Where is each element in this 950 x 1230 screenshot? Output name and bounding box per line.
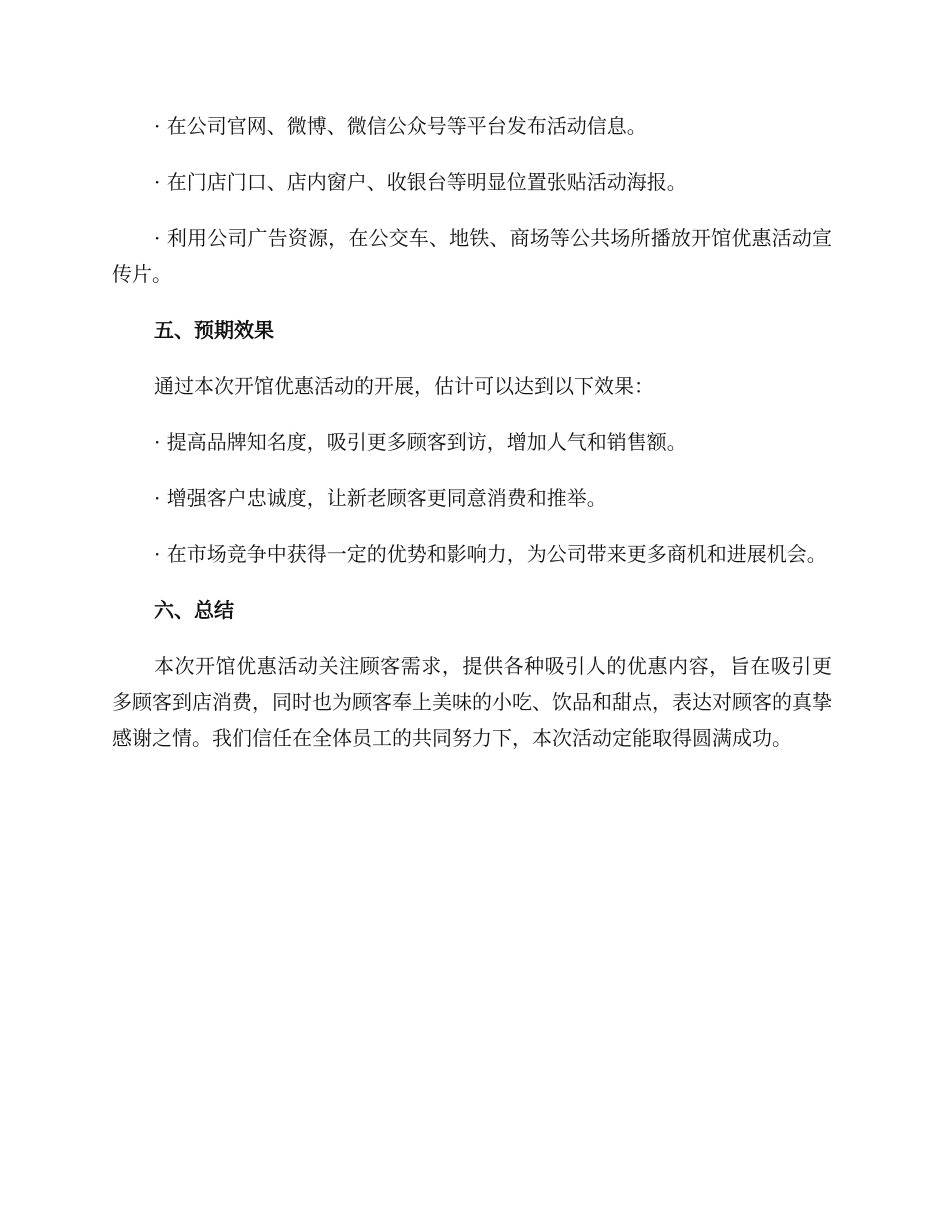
summary-paragraph: 本次开馆优惠活动关注顾客需求，提供各种吸引人的优惠内容，旨在吸引更多顾客到店消费，同时也为顾客奉上美味的小吃、饮品和甜点，表达对顾客的真挚感谢之情。我们信任在全体员工的共同努力下，本次活动定能取得圆满成功。 xyxy=(112,654,832,750)
section-heading-summary: 六、总结 xyxy=(154,598,234,622)
promotion-channel-item: · 在门店门口、店内窗户、收银台等明显位置张贴活动海报。 xyxy=(154,170,687,194)
promotion-channel-item: · 利用公司广告资源，在公交车、地铁、商场等公共场所播放开馆优惠活动宣传片。 xyxy=(112,226,832,286)
expected-result-item: · 在市场竞争中获得一定的优势和影响力，为公司带来更多商机和进展机会。 xyxy=(154,542,827,566)
document-page xyxy=(112,108,832,756)
expected-result-item: · 增强客户忠诚度，让新老顾客更同意消费和推举。 xyxy=(154,486,607,510)
section-heading-expected-results: 五、预期效果 xyxy=(154,318,274,342)
expected-results-intro: 通过本次开馆优惠活动的开展，估计可以达到以下效果： xyxy=(154,374,654,398)
promotion-channel-item: · 在公司官网、微博、微信公众号等平台发布活动信息。 xyxy=(154,114,647,138)
expected-result-item: · 提高品牌知名度，吸引更多顾客到访，增加人气和销售额。 xyxy=(154,430,687,454)
